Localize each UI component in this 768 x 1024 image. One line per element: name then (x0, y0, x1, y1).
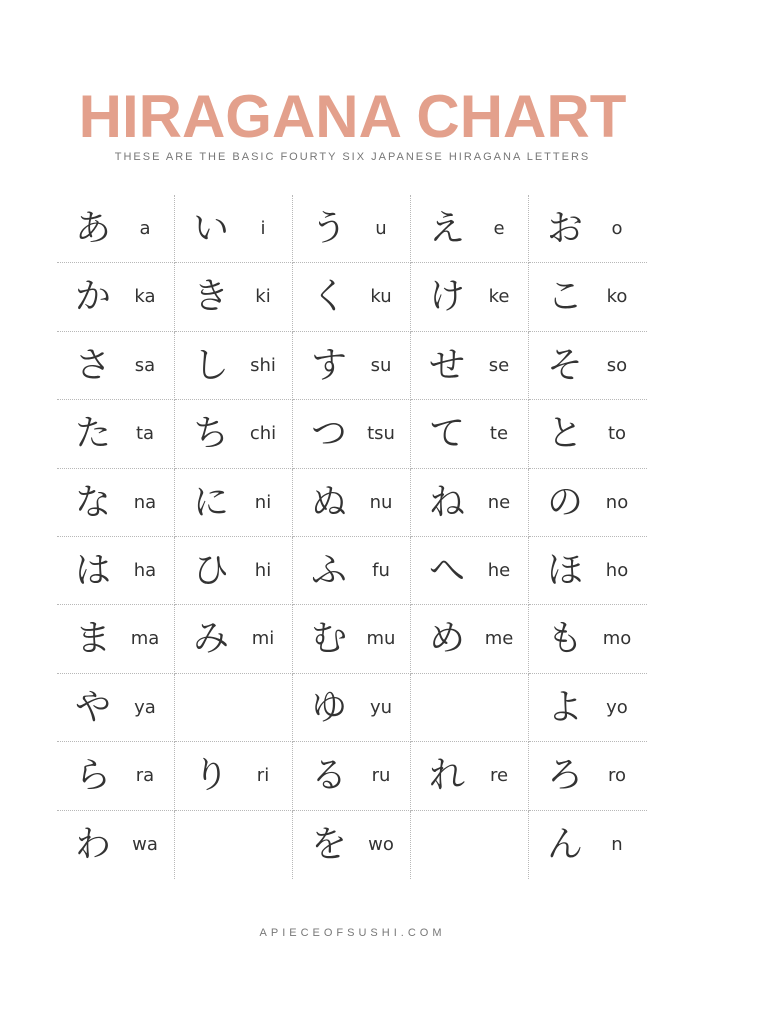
romaji-label: nu (369, 491, 393, 513)
romaji-label: a (139, 218, 151, 239)
kana-character: わ (74, 823, 111, 865)
kana-character: め (428, 618, 465, 660)
romaji-label: to (607, 423, 627, 445)
kana-cell (411, 537, 529, 605)
romaji-label: hi (254, 559, 272, 581)
kana-cell (175, 742, 293, 810)
romaji-label: me (484, 628, 514, 650)
kana-character: あ (74, 208, 111, 249)
kana-cell (175, 263, 293, 331)
romaji-label: yu (369, 696, 393, 718)
kana-cell (57, 742, 175, 810)
kana-character: さ (74, 344, 111, 386)
kana-character: ぬ (310, 481, 347, 523)
kana-character: い (192, 208, 229, 249)
romaji-label: n (611, 833, 623, 855)
romaji-label: mo (602, 628, 632, 650)
kana-cell (411, 332, 529, 400)
romaji-label: ma (130, 628, 160, 650)
romaji-label: fu (372, 559, 390, 581)
romaji-label: ra (135, 765, 155, 787)
romaji-label: wo (368, 833, 394, 855)
romaji-label: he (487, 559, 511, 581)
kana-cell (529, 400, 647, 468)
kana-character: ん (546, 823, 583, 865)
kana-cell (529, 674, 647, 742)
kana-character: ふ (310, 549, 347, 591)
kana-character: も (546, 618, 583, 660)
kana-character: む (310, 618, 347, 660)
kana-cell (411, 400, 529, 468)
kana-character: つ (310, 413, 347, 455)
kana-character: く (310, 276, 347, 318)
romaji-label: ho (605, 559, 629, 581)
romaji-label: mu (366, 628, 396, 650)
kana-character: せ (428, 344, 465, 386)
kana-cell-empty (175, 811, 293, 879)
kana-character: ゆ (310, 686, 347, 728)
kana-cell (529, 195, 647, 263)
romaji-label: ro (607, 765, 627, 787)
kana-cell (529, 605, 647, 673)
kana-character: と (546, 413, 583, 455)
kana-character: へ (428, 549, 465, 591)
kana-cell (57, 263, 175, 331)
kana-character: な (74, 481, 111, 523)
kana-cell (57, 537, 175, 605)
romaji-label: ha (133, 559, 157, 581)
kana-character: の (546, 481, 583, 523)
kana-character: そ (546, 344, 583, 386)
romaji-label: ne (487, 491, 511, 513)
kana-cell (293, 605, 411, 673)
kana-character: れ (428, 755, 465, 797)
kana-character: け (428, 276, 465, 318)
kana-character: は (74, 549, 111, 591)
romaji-label: te (489, 423, 509, 445)
kana-character: き (192, 276, 229, 318)
kana-cell (411, 742, 529, 810)
romaji-label: ya (134, 696, 156, 718)
kana-character: て (428, 413, 465, 455)
kana-cell (57, 674, 175, 742)
romaji-label: no (605, 491, 629, 513)
kana-cell (293, 469, 411, 537)
footer-site-link[interactable]: APIECEOFSUSHI.COM (259, 927, 446, 939)
romaji-label: tsu (367, 423, 395, 445)
kana-cell (293, 263, 411, 331)
romaji-label: re (489, 765, 509, 787)
kana-cell (293, 400, 411, 468)
romaji-label: wa (132, 833, 158, 855)
kana-cell (57, 400, 175, 468)
kana-cell (293, 811, 411, 879)
kana-cell (57, 332, 175, 400)
kana-character: ち (192, 413, 229, 455)
kana-character: を (310, 823, 347, 865)
kana-cell (293, 332, 411, 400)
romaji-label: ki (255, 286, 271, 308)
kana-cell (529, 742, 647, 810)
romaji-label: mi (251, 628, 275, 650)
kana-cell (175, 605, 293, 673)
romaji-label: se (488, 354, 510, 376)
romaji-label: so (606, 354, 628, 376)
kana-cell (411, 195, 529, 263)
romaji-label: ko (606, 286, 628, 308)
kana-character: よ (546, 686, 583, 728)
kana-character: し (192, 344, 229, 386)
kana-cell (411, 605, 529, 673)
kana-character: る (310, 755, 347, 797)
kana-character: に (192, 481, 229, 523)
kana-character: う (310, 208, 347, 249)
kana-character: ま (74, 618, 111, 660)
romaji-label: yo (606, 696, 628, 718)
romaji-label: ka (134, 286, 156, 308)
kana-cell (411, 263, 529, 331)
romaji-label: ni (254, 491, 272, 513)
kana-cell (529, 537, 647, 605)
kana-cell (175, 400, 293, 468)
romaji-label: shi (250, 354, 276, 376)
kana-cell (529, 811, 647, 879)
romaji-label: su (370, 354, 392, 376)
romaji-label: ru (371, 765, 391, 787)
kana-cell (57, 811, 175, 879)
kana-character: か (74, 276, 111, 318)
kana-cell (175, 195, 293, 263)
kana-character: ひ (192, 549, 229, 591)
romaji-label: na (133, 491, 157, 513)
romaji-label: u (375, 218, 387, 239)
kana-character: こ (546, 276, 583, 318)
hiragana-grid (57, 195, 647, 879)
kana-cell (175, 332, 293, 400)
kana-cell-empty (411, 674, 529, 742)
kana-character: ほ (546, 549, 583, 591)
kana-cell (57, 469, 175, 537)
kana-character: ら (74, 755, 111, 797)
romaji-label: ke (488, 286, 510, 308)
kana-cell-empty (175, 674, 293, 742)
kana-cell (57, 605, 175, 673)
kana-cell (293, 537, 411, 605)
romaji-label: ri (256, 765, 270, 787)
kana-cell (529, 469, 647, 537)
kana-character: み (192, 618, 229, 660)
kana-cell (57, 195, 175, 263)
kana-cell (529, 332, 647, 400)
romaji-label: i (260, 218, 266, 239)
romaji-label: o (611, 218, 623, 239)
romaji-label: ta (135, 423, 155, 445)
kana-character: ろ (546, 755, 583, 797)
kana-cell (175, 537, 293, 605)
kana-cell (293, 674, 411, 742)
kana-character: す (310, 344, 347, 386)
kana-cell (411, 469, 529, 537)
page-subtitle: THESE ARE THE BASIC FOURTY SIX JAPANESE HIRAGANA LETTERS (114, 151, 591, 163)
romaji-label: ku (370, 286, 392, 308)
romaji-label: e (493, 218, 505, 239)
romaji-label: sa (134, 354, 156, 376)
kana-character: や (74, 686, 111, 728)
kana-cell-empty (411, 811, 529, 879)
kana-cell (529, 263, 647, 331)
kana-character: え (428, 208, 465, 249)
romaji-label: chi (249, 423, 277, 445)
kana-character: り (192, 755, 229, 797)
page-title: HIRAGANA CHART (78, 83, 627, 150)
kana-cell (293, 195, 411, 263)
kana-character: た (74, 413, 111, 455)
kana-character: ね (428, 481, 465, 523)
kana-cell (175, 469, 293, 537)
kana-character: お (546, 208, 583, 249)
kana-cell (293, 742, 411, 810)
